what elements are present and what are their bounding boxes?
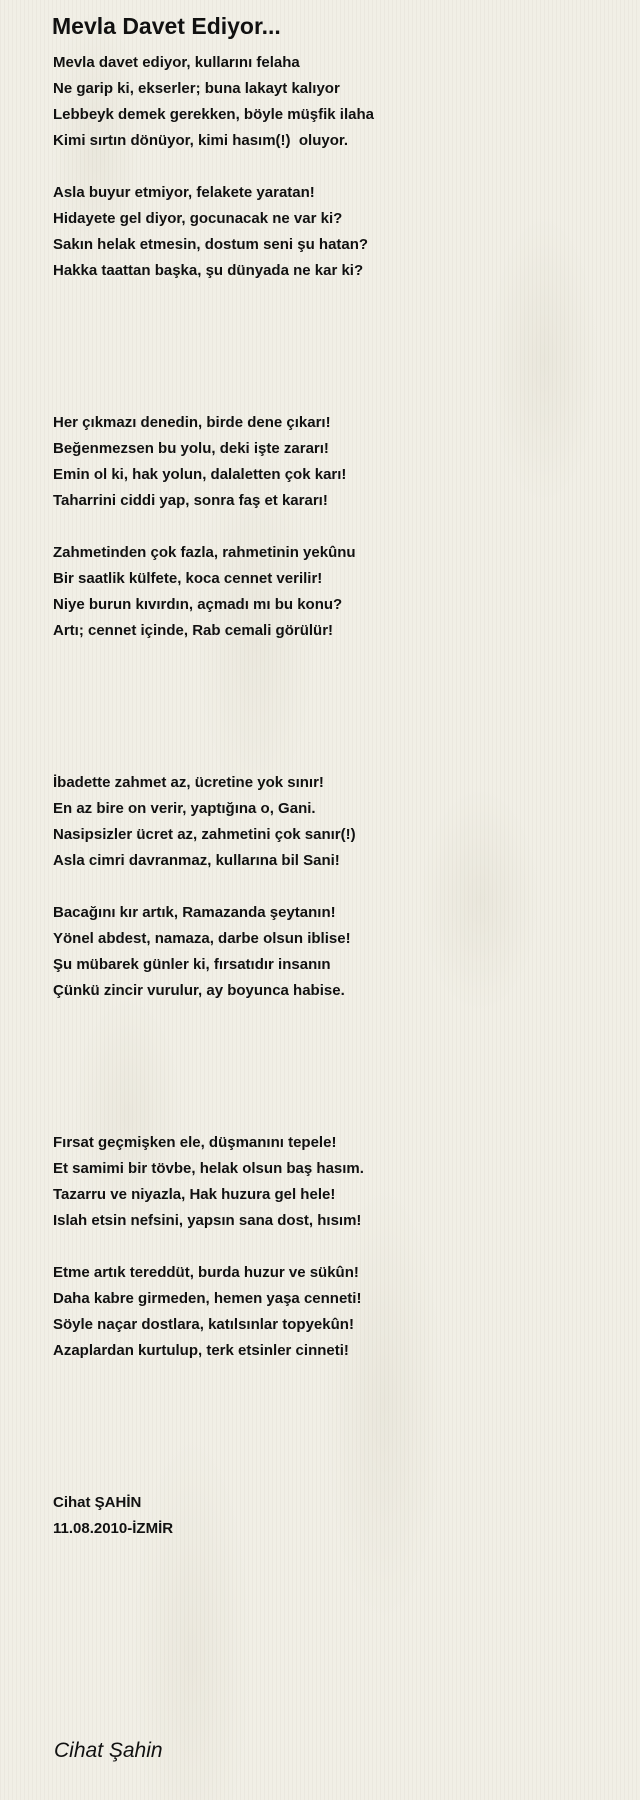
poem-line: Zahmetinden çok fazla, rahmetinin yekûnu — [53, 544, 356, 561]
poem-line: Emin ol ki, hak yolun, dalaletten çok karı! — [53, 466, 347, 483]
poem-line: Ne garip ki, ekserler; buna lakayt kalıyor — [53, 80, 340, 97]
poem-line: Lebbeyk demek gerekken, böyle müşfik ilaha — [53, 106, 374, 123]
author-block — [53, 1490, 173, 1542]
poem-line: Artı; cennet içinde, Rab cemali görülür! — [53, 622, 334, 639]
poem-title: Mevla Davet Ediyor... — [52, 13, 281, 39]
poem-line: Bacağını kır artık, Ramazanda şeytanın! — [53, 904, 336, 921]
poem-line: Şu mübarek günler ki, fırsatıdır insanın — [53, 956, 331, 973]
poem-line: Islah etsin nefsini, yapsın sana dost, hısım! — [53, 1212, 362, 1229]
date-place: 11.08.2010-İZMİR — [53, 1520, 174, 1537]
poem-line: Mevla davet ediyor, kullarını felaha — [53, 54, 300, 71]
author-signature: Cihat Şahin — [54, 1739, 163, 1762]
poem-line: Hidayete gel diyor, gocunacak ne var ki? — [53, 210, 343, 227]
poem-line: Her çıkmazı denedin, birde dene çıkarı! — [53, 414, 331, 431]
stanza-4 — [53, 540, 613, 644]
poem-line: Etme artık tereddüt, burda huzur ve sükûn! — [53, 1264, 359, 1281]
poem-line: Beğenmezsen bu yolu, deki işte zararı! — [53, 440, 329, 457]
poem-line: Daha kabre girmeden, hemen yaşa cenneti! — [53, 1290, 362, 1307]
poem-line: Asla cimri davranmaz, kullarına bil Sani! — [53, 852, 340, 869]
poem-line: Kimi sırtın dönüyor, kimi hasım(!) oluyor. — [53, 132, 349, 149]
poem-line: Nasipsizler ücret az, zahmetini çok sanır(!) — [53, 826, 356, 843]
poem-line: Sakın helak etmesin, dostum seni şu hatan? — [53, 236, 369, 253]
poem-line: Fırsat geçmişken ele, düşmanını tepele! — [53, 1134, 337, 1151]
stanza-8 — [53, 1260, 613, 1364]
poem-line: İbadette zahmet az, ücretine yok sınır! — [53, 774, 324, 791]
poem-line: Taharrini ciddi yap, sonra faş et kararı! — [53, 492, 328, 509]
poem-line: Tazarru ve niyazla, Hak huzura gel hele! — [53, 1186, 336, 1203]
stanza-6 — [53, 900, 613, 1004]
stanza-5 — [53, 770, 613, 874]
poem-line: Çünkü zincir vurulur, ay boyunca habise. — [53, 982, 345, 999]
stanza-7 — [53, 1130, 613, 1234]
stanza-1 — [53, 50, 613, 154]
poem-line: Yönel abdest, namaza, darbe olsun iblise! — [53, 930, 351, 947]
poem-line: Niye burun kıvırdın, açmadı mı bu konu? — [53, 596, 343, 613]
author-name: Cihat ŞAHİN — [53, 1494, 142, 1511]
poem-line: Söyle naçar dostlara, katılsınlar topyekûn! — [53, 1316, 354, 1333]
poem-line: Asla buyur etmiyor, felakete yaratan! — [53, 184, 315, 201]
poem-line: Et samimi bir tövbe, helak olsun baş hasım. — [53, 1160, 364, 1177]
poem-line: En az bire on verir, yaptığına o, Gani. — [53, 800, 316, 817]
stanza-2 — [53, 180, 613, 284]
poem-line: Azaplardan kurtulup, terk etsinler cinneti! — [53, 1342, 349, 1359]
stanza-3 — [53, 410, 613, 514]
poem-line: Hakka taattan başka, şu dünyada ne kar ki? — [53, 262, 364, 279]
poem-line: Bir saatlik külfete, koca cennet verilir! — [53, 570, 323, 587]
